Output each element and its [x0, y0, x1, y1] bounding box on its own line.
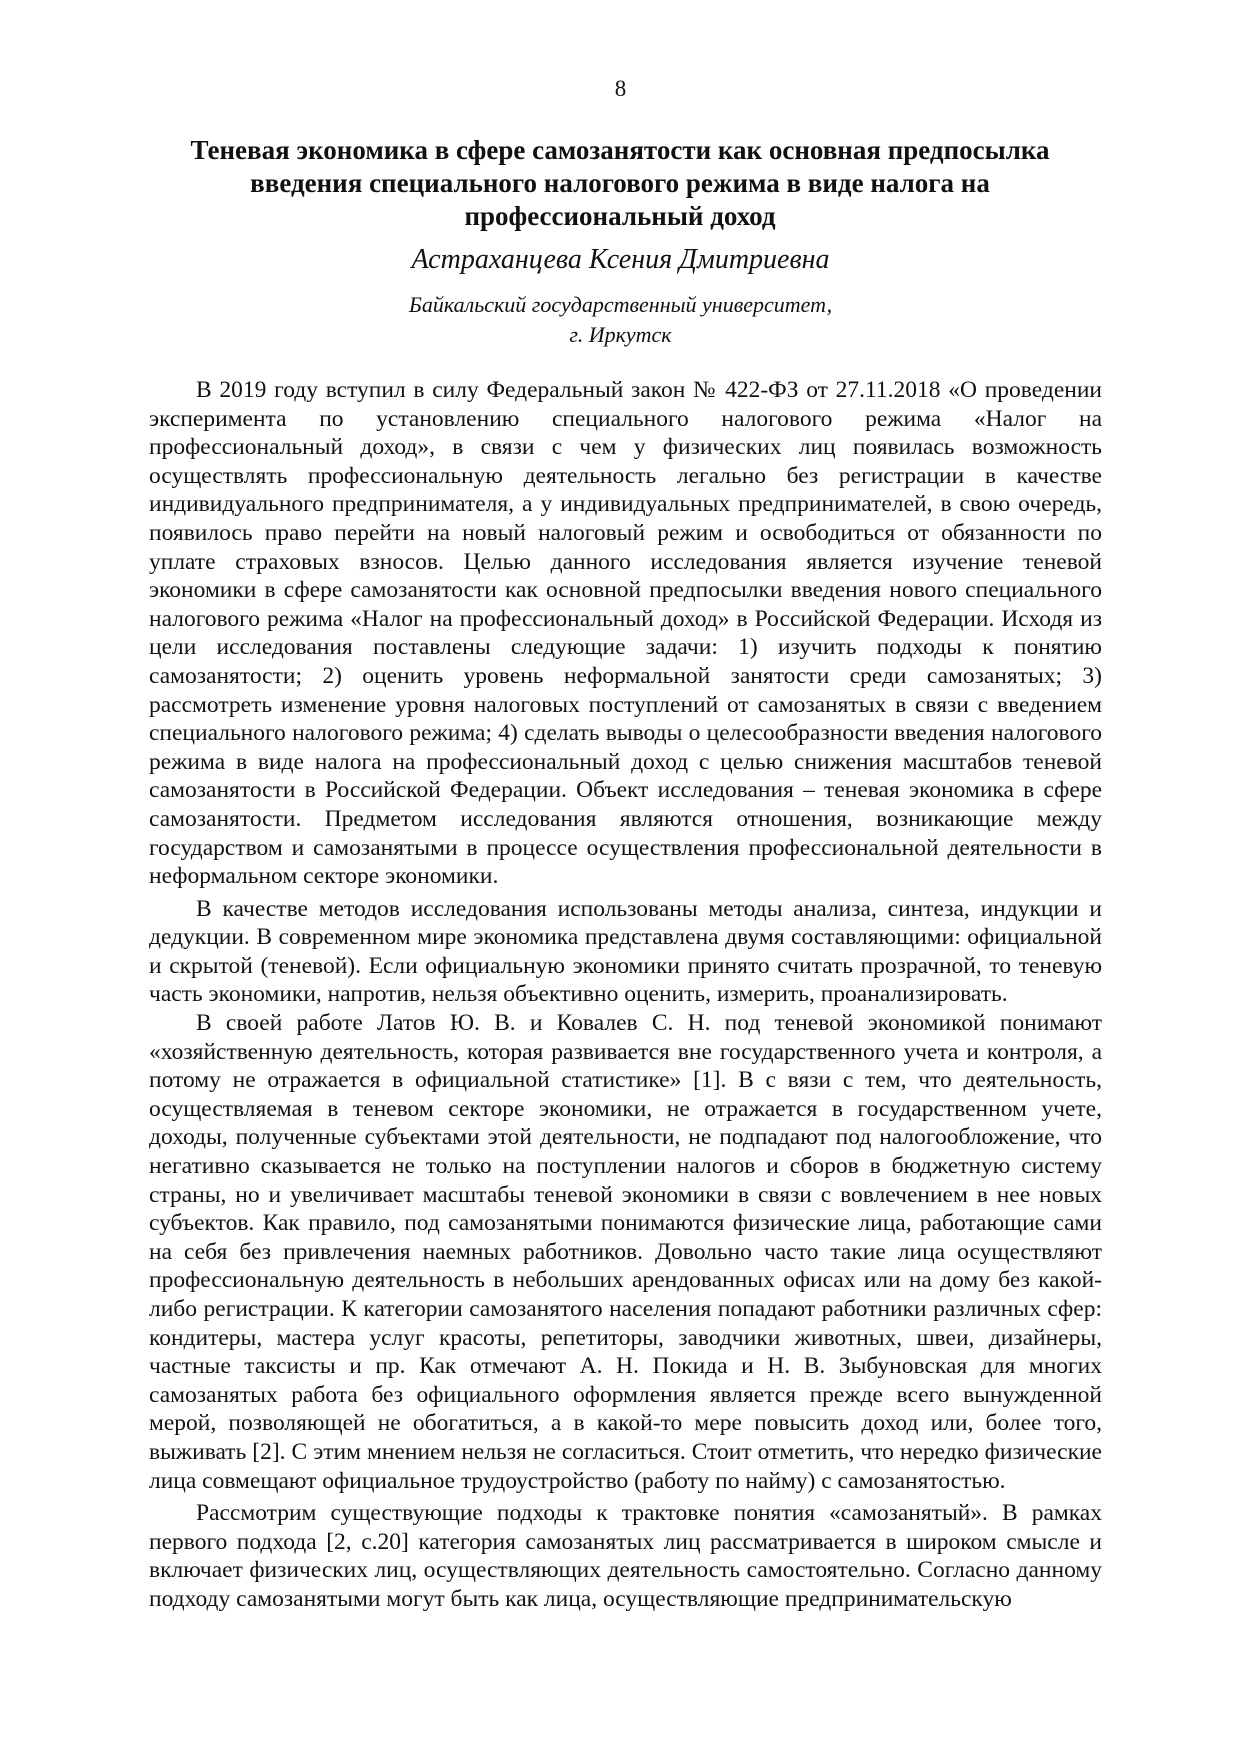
affiliation-city: г. Иркутск	[569, 322, 672, 347]
paragraph: Рассмотрим существующие подходы к трактовке понятия «самозанятый». В рамках первого подхода [2, с.20] категория самозанятых лиц рассматривается в широком смысле и включает физических лиц, осуществляющих деятельность самостоятельно. Согласно данному подходу самозанятыми могут быть как лица, осуществляющие предпринимательскую	[149, 1500, 1102, 1612]
article-title	[120, 134, 1120, 233]
article-body	[149, 376, 1102, 1614]
paragraph: В качестве методов исследования использованы методы анализа, синтеза, индукции и дедукции. В современном мире экономика представлена двумя составляющими: официальной и скрытой (теневой). Если официальную экономики принято считать прозрачной, то теневую часть экономики, напротив, нельзя объективно оценить, измерить, проанализировать.	[149, 895, 1102, 1008]
paragraph: В 2019 году вступил в силу Федеральный закон № 422-ФЗ от 27.11.2018 «О проведении эксперимента по установлению специального налогового режима «Налог на профессиональный доход», в связи с чем у физических лиц появилась возможность осуществлять профессиональную деятельность легально без регистрации в качестве индивидуального предпринимателя, а у индивидуальных предпринимателей, в свою очередь, появилось право перейти на новый налоговый режим и освободиться от обязанности по уплате страховых взносов. Целью данного исследования является изучение теневой экономики в сфере самозанятости как основной предпосылки введения нового специального налогового режима «Налог на профессиональный доход» в Российской Федерации. Исходя из цели исследования поставлены следующие задачи: 1) изучить подходы к понятию самозанятости; 2) оценить уровень неформальной занятости среди самозанятых; 3) рассмотреть изменение уровня налоговых поступлений от самозанятых в связи с введением специального налогового режима; 4) сделать выводы о целесообразности введения налогового режима в виде налога на профессиональный доход с целью снижения масштабов теневой самозанятости в Российской Федерации. Объект исследования – теневая экономика в сфере самозанятости. Предметом исследования являются отношения, возникающие между государством и самозанятыми в процессе осуществления профессиональной деятельности в неформальном секторе экономики.	[149, 377, 1102, 890]
page-number: 8	[614, 76, 627, 101]
paragraph: В своей работе Латов Ю. В. и Ковалев С. Н. под теневой экономикой понимают «хозяйственную деятельность, которая развивается вне государственного учета и контроля, а потому не отражается в официальной статистике» [1]. В с вязи с тем, что деятельность, осуществляемая в теневом секторе экономики, не отражается в государственном учете, доходы, полученные субъектами этой деятельности, не подпадают под налогообложение, что негативно сказывается не только на поступлении налогов и сборов в бюджетную систему страны, но и увеличивает масштабы теневой экономики в связи с вовлечением в нее новых субъектов. Как правило, под самозанятыми понимаются физические лица, работающие сами на себя без привлечения наемных работников. Довольно часто такие лица осуществляют профессиональную деятельность в небольших арендованных офисах или на дому без какой-либо регистрации. К категории самозанятого населения попадают работники различных сфер: кондитеры, мастера услуг красоты, репетиторы, заводчики животных, швеи, дизайнеры, частные таксисты и пр. Как отмечают А. Н. Покида и Н. В. Зыбуновская для многих самозанятых работа без официального оформления является прежде всего вынужденной мерой, позволяющей не обогатиться, а в какой-то мере повысить доход или, более того, выживать [2]. С этим мнением нельзя не согласиться. Стоит отметить, что нередко физические лица совмещают официальное трудоустройство (работу по найму) с самозанятостью.	[149, 1010, 1102, 1494]
author-name: Астраханцева Ксения Дмитриевна	[411, 244, 830, 275]
title-line-1: Теневая экономика в сфере самозанятости как основная предпосылка	[190, 135, 1050, 165]
title-line-3: профессиональный доход	[464, 201, 776, 231]
affiliation	[0, 290, 1241, 350]
affiliation-university: Байкальский государственный университет,	[408, 292, 833, 317]
title-line-2: введения специального налогового режима в виде налога на	[250, 168, 990, 198]
